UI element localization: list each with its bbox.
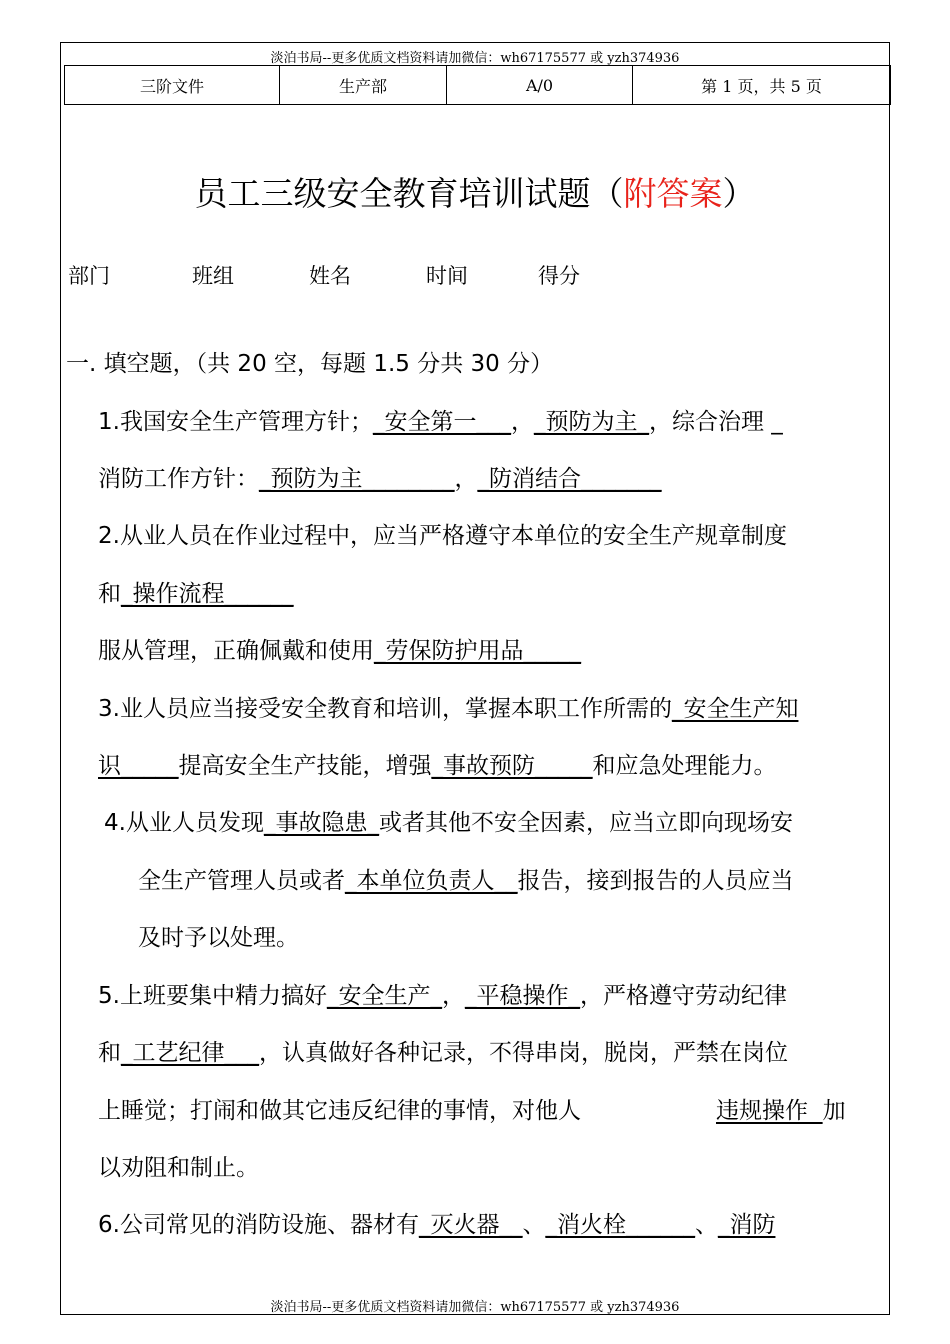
question-1-line-2: 消防工作方针：_预防为主________，_防消结合_______ bbox=[98, 466, 662, 492]
question-4-line-2: 全生产管理人员或者_本单位负责人__报告，接到报告的人员应当 bbox=[138, 868, 794, 894]
question-5-line-3-answer: 违规操作 加 bbox=[716, 1098, 846, 1124]
answer-blank: 识_____ bbox=[98, 753, 179, 779]
answer-blank: _本单位负责人__ bbox=[345, 868, 518, 894]
answer-blank: _预防为主________ bbox=[259, 466, 455, 492]
answer-blank: _预防为主_ bbox=[533, 409, 649, 435]
header-version: A/0 bbox=[447, 66, 633, 105]
answer-blank: _安全生产_ bbox=[326, 983, 442, 1009]
header-dept: 生产部 bbox=[280, 66, 447, 105]
answer-blank: _防消结合_______ bbox=[477, 466, 662, 492]
header-level: 三阶文件 bbox=[65, 66, 280, 105]
answer-blank: _劳保防护用品_____ bbox=[374, 638, 581, 664]
answer-blank: _平稳操作_ bbox=[464, 983, 580, 1009]
question-5-line-2: 和_工艺纪律___，认真做好各种记录，不得串岗，脱岗，严禁在岗位 bbox=[98, 1040, 788, 1066]
question-2-line-3: 服从管理，正确佩戴和使用_劳保防护用品_____ bbox=[98, 638, 581, 664]
question-3-line-1: 3.业人员应当接受安全教育和培训，掌握本职工作所需的_安全生产知 bbox=[98, 696, 799, 722]
answer-blank: _灭火器__ bbox=[418, 1212, 523, 1238]
question-2-line-2: 和_操作流程______ bbox=[98, 581, 294, 607]
section-heading: 一. 填空题，（共 20 空，每题 1.5 分共 30 分） bbox=[66, 351, 554, 377]
watermark-bottom: 淡泊书局--更多优质文档资料请加微信：wh67175577 或 yzh374936 bbox=[270, 1300, 680, 1315]
answer-blank: 违规操作 bbox=[716, 1098, 823, 1124]
field-time: 时间 bbox=[426, 264, 468, 288]
document-title bbox=[0, 168, 950, 215]
question-4-line-3: 及时予以处理。 bbox=[138, 925, 299, 951]
field-score: 得分 bbox=[538, 264, 580, 288]
title-main: 员工三级安全教育培训试题（ bbox=[194, 174, 624, 213]
field-department: 部门 bbox=[68, 264, 110, 288]
watermark-top: 淡泊书局--更多优质文档资料请加微信：wh67175577 或 yzh374936 bbox=[270, 51, 680, 66]
field-name: 姓名 bbox=[309, 264, 351, 288]
question-3-line-2: 识_____提高安全生产技能，增强_事故预防_____和应急处理能力。 bbox=[98, 753, 777, 779]
question-5-line-4: 以劝阻和制止。 bbox=[98, 1155, 259, 1181]
question-5-line-1: 5.上班要集中精力搞好_安全生产_，_平稳操作_，严格遵守劳动纪律 bbox=[98, 983, 787, 1009]
question-2-line-1: 2.从业人员在作业过程中，应当严格遵守本单位的安全生产规章制度 bbox=[98, 523, 787, 549]
header-page: 第 1 页，共 5 页 bbox=[633, 66, 891, 105]
title-close: ） bbox=[722, 174, 756, 213]
question-1-line-1: 1.我国安全生产管理方针；_安全第一___，_预防为主_，综合治理 _ bbox=[98, 409, 783, 435]
answer-blank: _安全第一___ bbox=[372, 409, 511, 435]
document-header-table bbox=[64, 65, 891, 105]
answer-blank: _安全生产知 bbox=[671, 696, 799, 722]
question-5-line-3: 上睡觉；打闹和做其它违反纪律的事情，对他人 bbox=[98, 1098, 581, 1124]
answer-blank: _事故预防_____ bbox=[431, 753, 593, 779]
question-6-line-1: 6.公司常见的消防设施、器材有_灭火器__、_消火栓______、_消防 bbox=[98, 1212, 776, 1238]
answer-blank: _工艺纪律___ bbox=[121, 1040, 259, 1066]
question-4-line-1: 4.从业人员发现_事故隐患_或者其他不安全因素，应当立即向现场安 bbox=[104, 810, 793, 836]
answer-blank: _事故隐患_ bbox=[263, 810, 379, 836]
title-answer-note: 附答案 bbox=[623, 174, 723, 213]
answer-blank: _消火栓______ bbox=[545, 1212, 695, 1238]
answer-blank: _操作流程______ bbox=[121, 581, 294, 607]
field-team: 班组 bbox=[192, 264, 234, 288]
answer-blank: _消防 bbox=[717, 1212, 776, 1238]
